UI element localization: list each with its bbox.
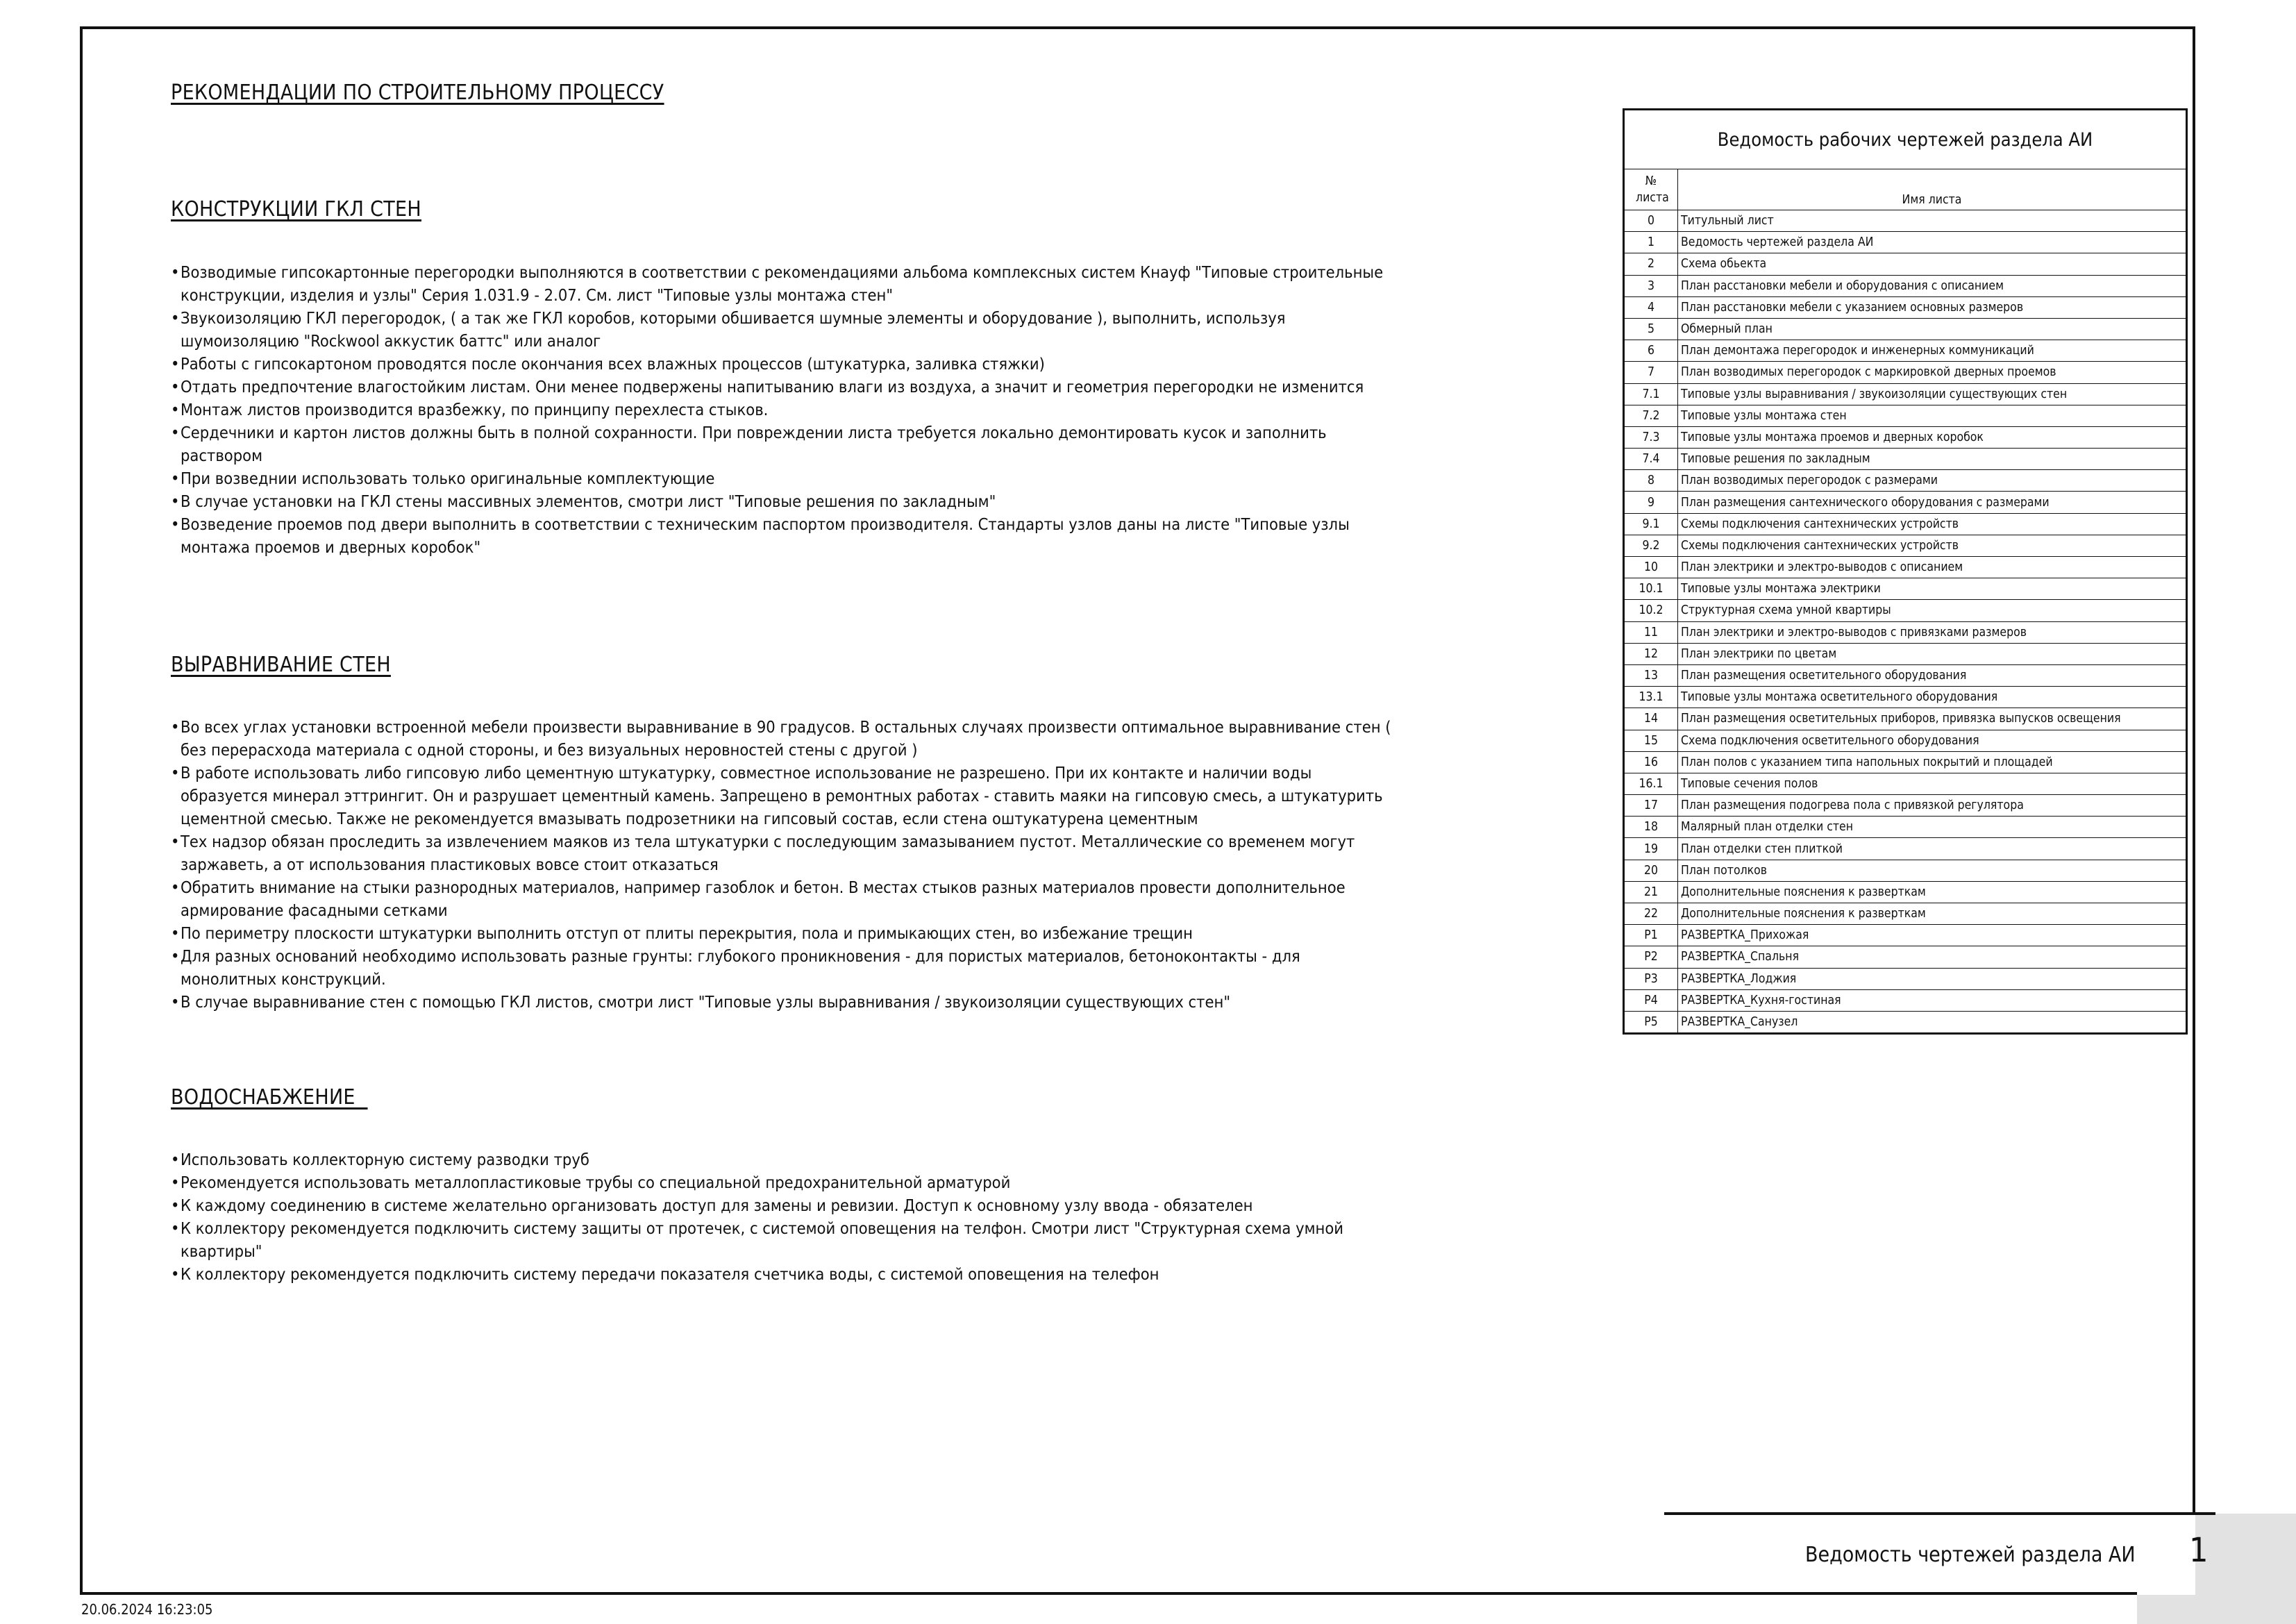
sheet-number-cell: 0 bbox=[1625, 210, 1678, 232]
list-item: • К коллектору рекомендуется подключить систему защиты от протечек, с системой оповещения на телфон. Смотри лист "Структурная схема умной квартиры" bbox=[171, 1217, 1393, 1263]
table-row bbox=[1625, 968, 2186, 989]
sheet-number-cell: 13.1 bbox=[1625, 687, 1678, 708]
list-item: • Отдать предпочтение влагостойким листам. Они менее подвержены напитыванию влаги из воздуха, а значит и геометрия перегородки не изменится bbox=[171, 376, 1393, 399]
table-row bbox=[1625, 318, 2186, 340]
table-row bbox=[1625, 946, 2186, 968]
sheet-name-cell: РАЗВЕРТКА_Лоджия bbox=[1678, 968, 2186, 989]
table-row bbox=[1625, 838, 2186, 860]
sheet-number-cell: 12 bbox=[1625, 643, 1678, 664]
list-item: • В случае выравнивание стен с помощью ГКЛ листов, смотри лист "Типовые узлы выравнивания / звукоизоляции существующих стен" bbox=[171, 991, 1393, 1014]
list-item: • Работы с гипсокартоном проводятся после окончания всех влажных процессов (штукатурка, заливка стяжки) bbox=[171, 353, 1393, 376]
sheet-name-cell: План возводимых перегородок с маркировкой дверных проемов bbox=[1678, 362, 2186, 383]
sheet-name-cell: План электрики и электро-выводов с привязками размеров bbox=[1678, 621, 2186, 643]
sheet-number-cell: 10.1 bbox=[1625, 578, 1678, 600]
table-row bbox=[1625, 773, 2186, 794]
table-row bbox=[1625, 470, 2186, 492]
section-title-wall-leveling: ВЫРАВНИВАНИЕ СТЕН bbox=[171, 653, 391, 677]
stamp-sheet-title: Ведомость чертежей раздела АИ bbox=[1805, 1543, 2136, 1567]
sheet-number-cell: 1 bbox=[1625, 232, 1678, 253]
sheet-number-cell: 21 bbox=[1625, 881, 1678, 903]
list-item: • Обратить внимание на стыки разнородных материалов, например газоблок и бетон. В местах стыков разных материалов провести дополнительное армирование фасадными сетками bbox=[171, 876, 1393, 922]
stamp-sheet-number: 1 bbox=[2189, 1531, 2209, 1570]
list-item: • К коллектору рекомендуется подключить систему передачи показателя счетчика воды, с системой оповещения на телефон bbox=[171, 1263, 1393, 1286]
table-row bbox=[1625, 751, 2186, 773]
sheet-number-cell: 19 bbox=[1625, 838, 1678, 860]
sheet-number-cell: Р2 bbox=[1625, 946, 1678, 968]
wall-leveling-list bbox=[171, 716, 1393, 1014]
sheet-name-cell: План размещения сантехнического оборудования с размерами bbox=[1678, 492, 2186, 513]
table-row bbox=[1625, 600, 2186, 621]
list-item: • Возводимые гипсокартонные перегородки выполняются в соответствии с рекомендациями альбома комплексных систем Кнауф "Типовые строительные конструкции, изделия и узлы" Серия 1.031.9 - 2.07. См. лист "Типовые узлы монтажа стен" bbox=[171, 261, 1393, 307]
sheet-name-cell: Типовые узлы монтажа стен bbox=[1678, 405, 2186, 426]
table-row bbox=[1625, 296, 2186, 318]
sheet-number-cell: 3 bbox=[1625, 275, 1678, 296]
table-row bbox=[1625, 275, 2186, 296]
sheet-number-cell: 8 bbox=[1625, 470, 1678, 492]
sheet-name-cell: РАЗВЕРТКА_Спальня bbox=[1678, 946, 2186, 968]
sheet-number-cell: 14 bbox=[1625, 708, 1678, 730]
sheet-number-cell: 10.2 bbox=[1625, 600, 1678, 621]
sheet-name-cell: Схема подключения осветительного оборудования bbox=[1678, 730, 2186, 751]
table-row bbox=[1625, 232, 2186, 253]
table-row bbox=[1625, 426, 2186, 448]
water-supply-list bbox=[171, 1148, 1393, 1286]
sheet-name-cell: План демонтажа перегородок и инженерных коммуникаций bbox=[1678, 340, 2186, 362]
table-row bbox=[1625, 210, 2186, 232]
table-row bbox=[1625, 383, 2186, 405]
sheet-list-table bbox=[1623, 108, 2188, 1035]
stamp-divider bbox=[1664, 1512, 2215, 1515]
list-item: • Рекомендуется использовать металлопластиковые трубы со специальной предохранительной арматурой bbox=[171, 1171, 1393, 1194]
table-row bbox=[1625, 643, 2186, 664]
gkl-walls-list bbox=[171, 261, 1393, 559]
sheet-name-cell: Типовые узлы монтажа проемов и дверных коробок bbox=[1678, 426, 2186, 448]
list-item: • Возведение проемов под двери выполнить в соответствии с техническим паспортом производителя. Стандарты узлов даны на листе "Типовые узлы монтажа проемов и дверных коробок" bbox=[171, 513, 1393, 559]
sheet-name-cell: Ведомость чертежей раздела АИ bbox=[1678, 232, 2186, 253]
list-item: • Во всех углах установки встроенной мебели произвести выравнивание в 90 градусов. В остальных случаях произвести оптимальное выравнивание стен ( без перерасхода материала с одной стороны, и без визуальных неровностей стены с другой ) bbox=[171, 716, 1393, 762]
print-timestamp: 20.06.2024 16:23:05 bbox=[81, 1601, 213, 1618]
column-header-number bbox=[1625, 169, 1678, 210]
sheet-number-cell: 22 bbox=[1625, 903, 1678, 925]
table-row bbox=[1625, 621, 2186, 643]
sheet-number-cell: 2 bbox=[1625, 253, 1678, 275]
sheet-number-cell: 9 bbox=[1625, 492, 1678, 513]
table-row bbox=[1625, 535, 2186, 556]
list-item: • В работе использовать либо гипсовую либо цементную штукатурку, совместное использование не разрешено. При их контакте и наличии воды образуется минерал эттрингит. Он и разрушает цементный камень. Запрещено в ремонтных работах - ставить маяки на гипсовую смесь, а штукатурить цементной смесью. Также не рекомендуется вмазывать подрозетники на гипсовый состав, если стена оштукатурена цементным bbox=[171, 762, 1393, 830]
sheet-number-cell: 7.1 bbox=[1625, 383, 1678, 405]
table-row bbox=[1625, 578, 2186, 600]
sheet-number-cell: 5 bbox=[1625, 318, 1678, 340]
corner-tab-mask bbox=[2137, 1514, 2195, 1595]
list-item: • Для разных оснований необходимо использовать разные грунты: глубокого проникновения - для пористых материалов, бетоноконтакты - для монолитных конструкций. bbox=[171, 945, 1393, 991]
sheet-name-cell: Схемы подключения сантехнических устройств bbox=[1678, 535, 2186, 556]
table-row bbox=[1625, 557, 2186, 578]
table-row bbox=[1625, 881, 2186, 903]
sheet-table-body bbox=[1625, 210, 2186, 1033]
table-row bbox=[1625, 405, 2186, 426]
sheet-number-cell: Р1 bbox=[1625, 925, 1678, 946]
table-row bbox=[1625, 664, 2186, 686]
sheet-name-cell: Схема обьекта bbox=[1678, 253, 2186, 275]
table-row bbox=[1625, 903, 2186, 925]
sheet-number-cell: 4 bbox=[1625, 296, 1678, 318]
sheet-number-cell: 11 bbox=[1625, 621, 1678, 643]
sheet-number-cell: 7.4 bbox=[1625, 449, 1678, 470]
sheet-name-cell: План полов с указанием типа напольных покрытий и площадей bbox=[1678, 751, 2186, 773]
table-row bbox=[1625, 860, 2186, 881]
sheet-name-cell: План размещения осветительного оборудования bbox=[1678, 664, 2186, 686]
sheet-name-cell: План электрики по цветам bbox=[1678, 643, 2186, 664]
sheet-number-cell: Р5 bbox=[1625, 1011, 1678, 1032]
table-row bbox=[1625, 687, 2186, 708]
sheet-number-cell: 16 bbox=[1625, 751, 1678, 773]
table-row bbox=[1625, 1011, 2186, 1032]
sheet-number-cell: 15 bbox=[1625, 730, 1678, 751]
sheet-number-cell: 7.3 bbox=[1625, 426, 1678, 448]
sheet-number-cell: 7.2 bbox=[1625, 405, 1678, 426]
sheet-name-cell: Титульный лист bbox=[1678, 210, 2186, 232]
sheet-name-cell: План размещения осветительных приборов, привязка выпусков освещения bbox=[1678, 708, 2186, 730]
list-item: • Монтаж листов производится вразбежку, по принципу перехлеста стыков. bbox=[171, 399, 1393, 421]
section-title-water-supply: ВОДОСНАБЖЕНИЕ bbox=[171, 1085, 368, 1110]
sheet-number-cell: 10 bbox=[1625, 557, 1678, 578]
list-item: • В случае установки на ГКЛ стены массивных элементов, смотри лист "Типовые решения по закладным" bbox=[171, 490, 1393, 513]
sheet-number-cell: 16.1 bbox=[1625, 773, 1678, 794]
sheet-number-cell: Р3 bbox=[1625, 968, 1678, 989]
sheet-number-cell: 9.1 bbox=[1625, 513, 1678, 535]
sheet-name-cell: План электрики и электро-выводов с описанием bbox=[1678, 557, 2186, 578]
table-row bbox=[1625, 989, 2186, 1011]
sheet-name-cell: Схемы подключения сантехнических устройств bbox=[1678, 513, 2186, 535]
sheet-name-cell: План расстановки мебели и оборудования с описанием bbox=[1678, 275, 2186, 296]
sheet-name-cell: Типовые узлы монтажа электрики bbox=[1678, 578, 2186, 600]
sheet-name-cell: План возводимых перегородок с размерами bbox=[1678, 470, 2186, 492]
sheet-number-cell: 17 bbox=[1625, 795, 1678, 817]
sheet-name-cell: Обмерный план bbox=[1678, 318, 2186, 340]
list-item: • Сердечники и картон листов должны быть в полной сохранности. При повреждении листа требуется локально демонтировать кусок и заполнить раствором bbox=[171, 421, 1393, 467]
section-title-gkl-walls: КОНСТРУКЦИИ ГКЛ СТЕН bbox=[171, 197, 422, 221]
sheet-name-cell: Структурная схема умной квартиры bbox=[1678, 600, 2186, 621]
sheet-number-cell: Р4 bbox=[1625, 989, 1678, 1011]
list-item: • Тех надзор обязан проследить за извлечением маяков из тела штукатурки с последующим замазыванием пустот. Металлические со временем могут заржаветь, а от использования пластиковых вовсе стоит отказаться bbox=[171, 830, 1393, 876]
sheet-table-caption: Ведомость рабочих чертежей раздела АИ bbox=[1625, 110, 2186, 169]
sheet-name-cell: Типовые узлы выравнивания / звукоизоляции существующих стен bbox=[1678, 383, 2186, 405]
sheet-name-cell: Дополнительные пояснения к разверткам bbox=[1678, 881, 2186, 903]
sheet-number-cell: 6 bbox=[1625, 340, 1678, 362]
sheet-name-cell: РАЗВЕРТКА_Санузел bbox=[1678, 1011, 2186, 1032]
sheet-name-cell: План отделки стен плиткой bbox=[1678, 838, 2186, 860]
sheet-name-cell: РАЗВЕРТКА_Прихожая bbox=[1678, 925, 2186, 946]
sheet-number-cell: 20 bbox=[1625, 860, 1678, 881]
table-row bbox=[1625, 817, 2186, 838]
sheet-name-cell: РАЗВЕРТКА_Кухня-гостиная bbox=[1678, 989, 2186, 1011]
list-item: • К каждому соединению в системе желательно организовать доступ для замены и ревизии. Доступ к основному узлу ввода - обязателен bbox=[171, 1194, 1393, 1217]
sheet-name-cell: Типовые узлы монтажа осветительного оборудования bbox=[1678, 687, 2186, 708]
sheet-number-cell: 13 bbox=[1625, 664, 1678, 686]
sheet-name-cell: Типовые сечения полов bbox=[1678, 773, 2186, 794]
table-row bbox=[1625, 925, 2186, 946]
table-row bbox=[1625, 253, 2186, 275]
sheet-name-cell: Дополнительные пояснения к разверткам bbox=[1678, 903, 2186, 925]
sheet-number-cell: 7 bbox=[1625, 362, 1678, 383]
sheet-number-cell: 18 bbox=[1625, 817, 1678, 838]
sheet-name-cell: Малярный план отделки стен bbox=[1678, 817, 2186, 838]
table-row bbox=[1625, 730, 2186, 751]
table-row bbox=[1625, 708, 2186, 730]
list-item: • Звукоизоляцию ГКЛ перегородок, ( а так же ГКЛ коробов, которыми обшивается шумные элементы и оборудование ), выполнить, используя шумоизоляцию "Rockwool аккустик баттс" или аналог bbox=[171, 307, 1393, 353]
table-row bbox=[1625, 795, 2186, 817]
sheet-name-cell: Типовые решения по закладным bbox=[1678, 449, 2186, 470]
column-header-number-label: № листа bbox=[1636, 174, 1669, 205]
sheet-number-cell: 9.2 bbox=[1625, 535, 1678, 556]
sheet-name-cell: План расстановки мебели с указанием основных размеров bbox=[1678, 296, 2186, 318]
table-row bbox=[1625, 492, 2186, 513]
list-item: • По периметру плоскости штукатурки выполнить отступ от плиты перекрытия, пола и примыкающих стен, во избежание трещин bbox=[171, 922, 1393, 945]
table-row bbox=[1625, 362, 2186, 383]
table-row bbox=[1625, 449, 2186, 470]
column-header-name: Имя листа bbox=[1678, 169, 2186, 210]
list-item: • При возведнии использовать только оригинальные комплектующие bbox=[171, 467, 1393, 490]
sheet-name-cell: План потолков bbox=[1678, 860, 2186, 881]
sheet-name-cell: План размещения подогрева пола с привязкой регулятора bbox=[1678, 795, 2186, 817]
table-row bbox=[1625, 513, 2186, 535]
section-title-recommendations: РЕКОМЕНДАЦИИ ПО СТРОИТЕЛЬНОМУ ПРОЦЕССУ bbox=[171, 81, 664, 105]
list-item: • Использовать коллекторную систему разводки труб bbox=[171, 1148, 1393, 1171]
table-row bbox=[1625, 340, 2186, 362]
